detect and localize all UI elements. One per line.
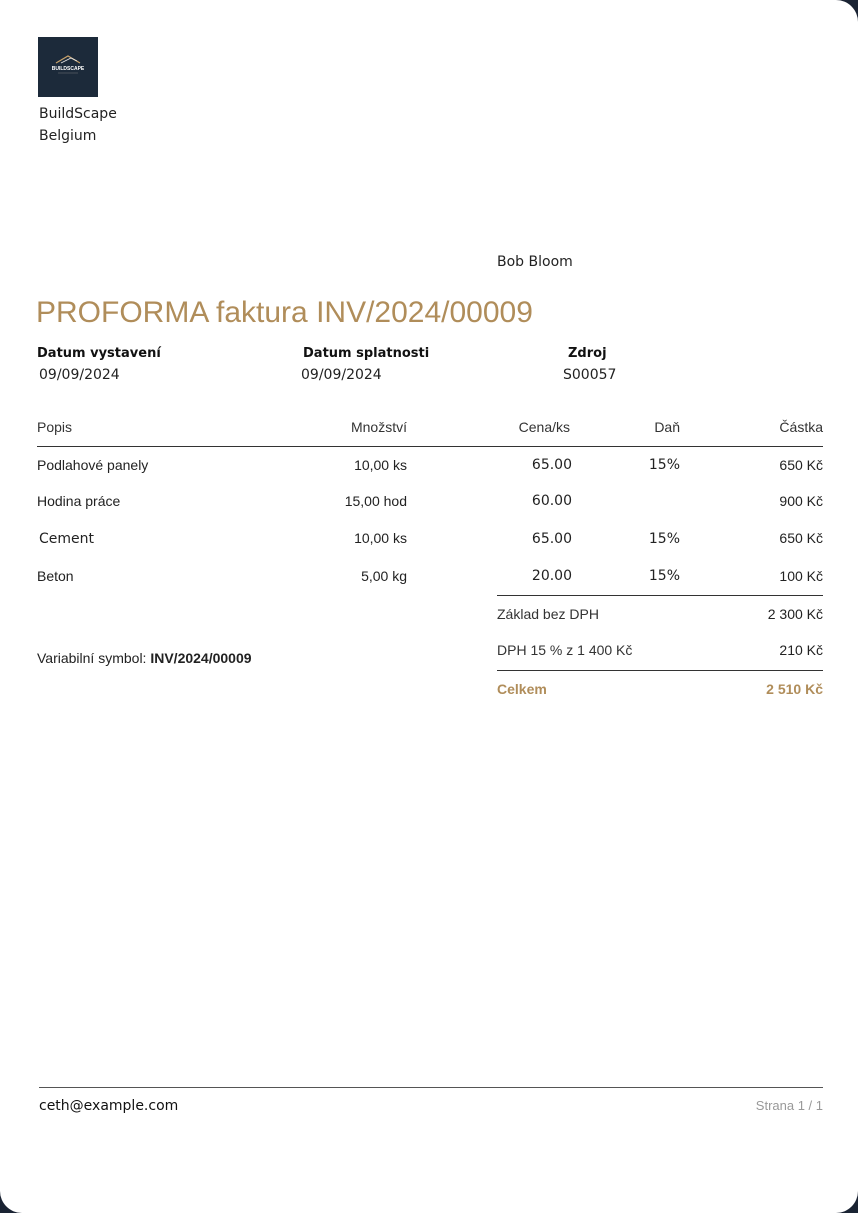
- untaxed-label: Základ bez DPH: [497, 606, 599, 622]
- table-row-amount: 650 Kč: [779, 530, 823, 546]
- document-title: PROFORMA faktura INV/2024/00009: [36, 296, 533, 329]
- source-label: Zdroj: [568, 346, 607, 361]
- company-country: Belgium: [39, 128, 97, 144]
- company-name: BuildScape: [39, 106, 117, 122]
- table-row-tax: 15%: [648, 568, 680, 584]
- table-row-tax: 15%: [648, 457, 680, 473]
- payment-reference: [37, 650, 252, 666]
- footer-email: ceth@example.com: [39, 1098, 179, 1114]
- table-row-amount: 900 Kč: [779, 493, 823, 509]
- tax-label: DPH 15 % z 1 400 Kč: [497, 642, 633, 658]
- company-logo: [38, 37, 98, 97]
- header-divider: [37, 446, 823, 447]
- col-tax-header: Daň: [654, 419, 680, 435]
- table-row-description: Beton: [37, 568, 74, 584]
- table-row-amount: 100 Kč: [779, 568, 823, 584]
- customer-name: Bob Bloom: [497, 254, 573, 270]
- col-amount-header: Částka: [779, 419, 823, 435]
- table-row-quantity: 10,00 ks: [354, 457, 407, 473]
- col-description-header: Popis: [37, 419, 73, 435]
- page-number: Strana 1 / 1: [755, 1098, 823, 1113]
- table-row-description: Cement: [39, 531, 95, 547]
- table-row-price: 60.00: [531, 493, 572, 509]
- due-date-label: Datum splatnosti: [303, 346, 430, 361]
- payment-reference-value: INV/2024/00009: [150, 650, 252, 666]
- untaxed-value: 2 300 Kč: [767, 606, 823, 622]
- total-divider: [497, 670, 823, 671]
- table-row-price: 65.00: [531, 457, 572, 473]
- table-row-description: Podlahové panely: [37, 457, 149, 473]
- due-date-value: 09/09/2024: [301, 367, 382, 383]
- table-row-quantity: 5,00 kg: [361, 568, 407, 584]
- total-value: 2 510 Kč: [766, 681, 823, 697]
- tax-value: 210 Kč: [779, 642, 823, 658]
- source-value: S00057: [563, 367, 617, 383]
- table-row-quantity: 10,00 ks: [354, 530, 407, 546]
- totals-divider: [497, 595, 823, 596]
- total-label: Celkem: [497, 681, 547, 697]
- table-row-tax: 15%: [648, 531, 680, 547]
- col-price-header: Cena/ks: [518, 419, 570, 435]
- invoice-date-value: 09/09/2024: [39, 367, 120, 383]
- payment-reference-label: Variabilní symbol:: [37, 650, 151, 666]
- invoice-date-label: Datum vystavení: [37, 346, 161, 361]
- table-row-price: 65.00: [531, 531, 572, 547]
- svg-text:BUILDSCAPE: BUILDSCAPE: [51, 66, 85, 72]
- table-row-amount: 650 Kč: [779, 457, 823, 473]
- table-row-description: Hodina práce: [37, 493, 121, 509]
- footer-divider: [39, 1087, 823, 1088]
- roof-icon: [38, 37, 98, 97]
- table-row-price: 20.00: [531, 568, 572, 584]
- col-quantity-header: Množství: [350, 419, 407, 435]
- table-row-quantity: 15,00 hod: [344, 493, 407, 509]
